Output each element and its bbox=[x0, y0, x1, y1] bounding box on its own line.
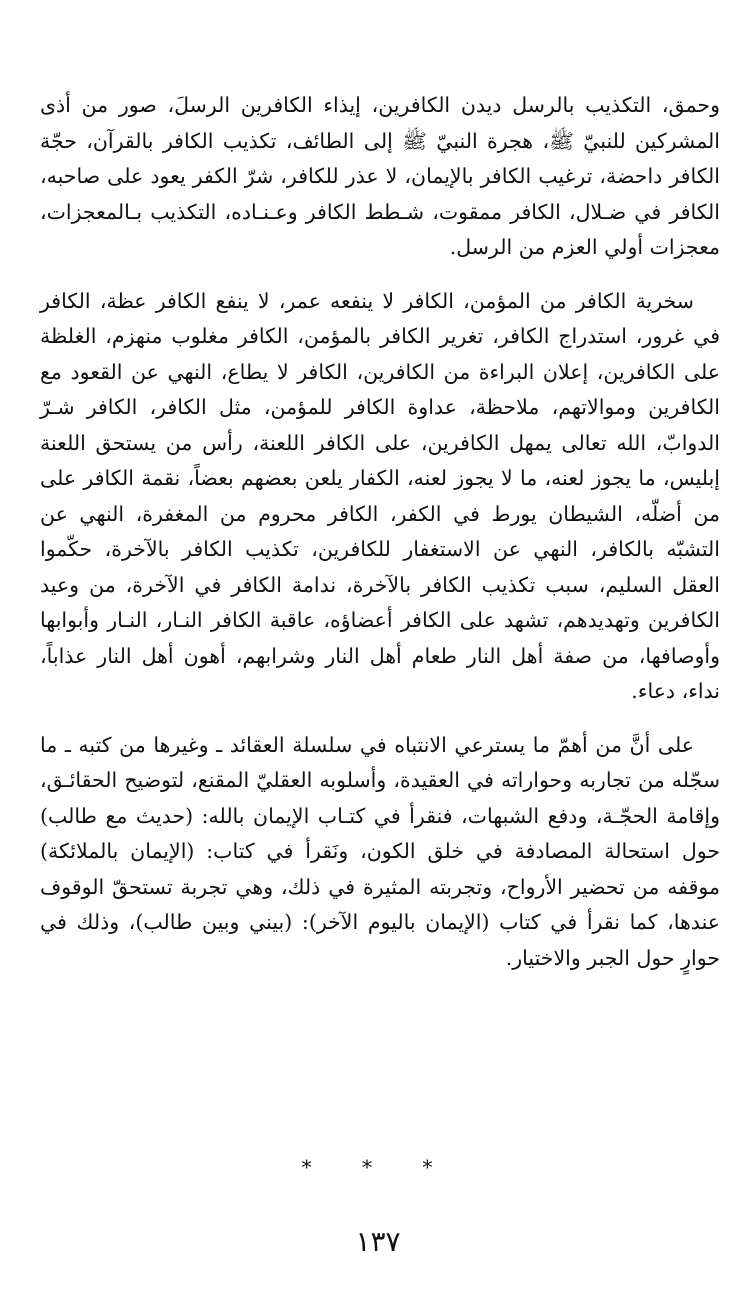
page-body bbox=[40, 88, 720, 976]
paragraph-3: على أنَّ من أهمّ ما يسترعي الانتباه في سلسلة العقائد ـ وغيرها من كتبه ـ ما سجّله من تجاربه وحواراته في العقيدة، وأسلوبه العقليّ المقنع، لتوضيح الحقائـق، وإقامة الحجّـة، ودفع الشبهات، فنقرأ في كتـاب الإيمان بالله: (حديث مع طالب) حول استحالة المصادفة في خلق الكون، ونَقرأ في كتاب: (الإيمان بالملائكة) موقفه من تحضير الأرواح، وتجربته المثيرة في ذلك، وهي تجربة تستحقّ الوقوف عندها، كما نقرأ في كتاب (الإيمان باليوم الآخر): (بيني وبين طالب)، وذلك في حوارٍ حول الجبر والاختيار. bbox=[40, 732, 720, 970]
section-separator: * * * bbox=[301, 1155, 455, 1179]
page-number: ١٣٧ bbox=[355, 1225, 401, 1258]
paragraph-1: وحمق، التكذيب بالرسل ديدن الكافرين، إيذاء الكافرين الرسلَ، صور من أذى المشركين للنبيّ ﷺ، هجرة النبيّ ﷺ إلى الطائف، تكذيب الكافر بالقرآن، حجّة الكافر داحضة، ترغيب الكافر بالإيمان، لا عذر للكافر، شرّ الكفر يعود على صاحبه، الكافر في ضـلال، الكافر ممقوت، شـطط الكافر وعـنـاده، التكذيب بـالمعجزات، معجزات أولي العزم من الرسل. bbox=[40, 93, 720, 259]
paragraph-2: سخرية الكافر من المؤمن، الكافر لا ينفعه عمر، لا ينفع الكافر عظة، الكافر في غرور، استدراج الكافر، تغرير الكافر بالمؤمن، الكافر مغلوب منهزم، الغلظة على الكافرين، إعلان البراءة من الكافرين، الكافر لا يطاع، النهي عن القعود مع الكافرين وموالاتهم، ملاحظة، عداوة الكافر للمؤمن، مثل الكافر، الكافر شـرّ الدوابّ، الله تعالى يمهل الكافرين، على الكافر اللعنة، رأس من يستحق اللعنة إبليس، ما يجوز لعنه، ما لا يجوز لعنه، الكفار يلعن بعضهم بعضاً، نقمة الكافر على من أضلّه، الشيطان يورط في الكفر، الكافر محروم من المغفرة، النهي عن التشبّه بالكافر، النهي عن الاستغفار للكافرين، تكذيب الكافر بالآخرة، حكّموا العقل السليم، سبب تكذيب الكافر بالآخرة، ندامة الكافر في الآخرة، من وعيد الكافرين وتهديدهم، تشهد على الكافر أعضاؤه، عاقبة الكافر النـار، النـار وأبوابها وأوصافها، من صفة أهل النار طعام أهل النار وشرابهم، أهون أهل النار عذاباً، نداء، دعاء. bbox=[40, 288, 720, 703]
